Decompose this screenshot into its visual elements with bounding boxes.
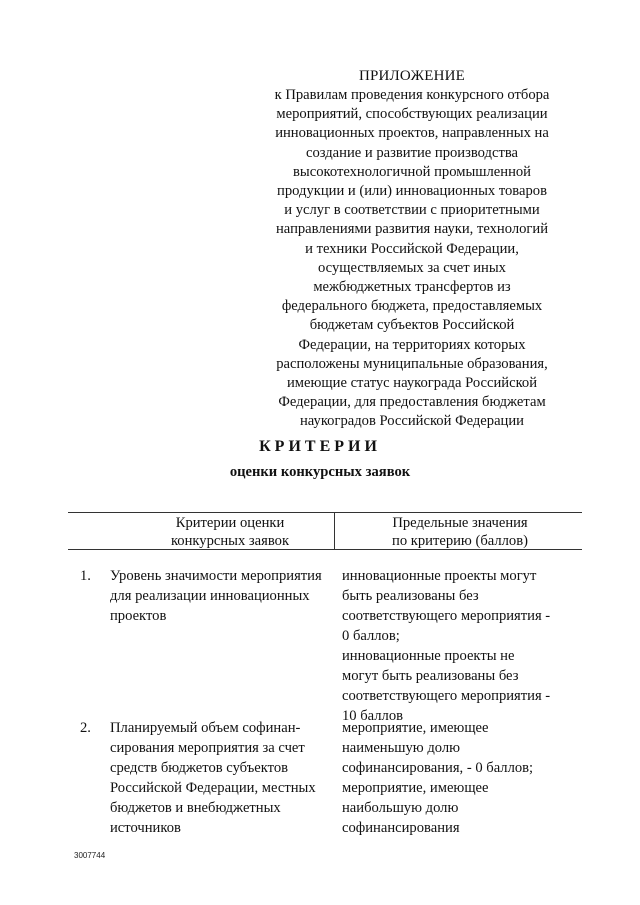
value-line: софинансирования <box>342 820 460 836</box>
document-title: КРИТЕРИИ <box>259 438 381 455</box>
value-line: инновационные проекты могут <box>342 568 537 584</box>
appendix-line: продукции и (или) инновационных товаров <box>277 183 547 200</box>
header-line: Критерии оценки <box>175 515 285 531</box>
row-criterion <box>110 566 335 626</box>
row-criterion <box>110 718 335 838</box>
value-line: могут быть реализованы без <box>342 668 519 684</box>
column-header-criteria <box>150 515 310 550</box>
appendix-line: создание и развитие производства <box>305 144 519 161</box>
value-line: наибольшую долю <box>342 800 459 816</box>
appendix-line: мероприятий, способствующих реализации <box>276 106 548 123</box>
appendix-line: наукоградов Российской Федерации <box>299 413 524 430</box>
appendix-line: осуществляемых за счет иных <box>318 259 506 276</box>
header-line: по критерию (баллов) <box>392 532 528 549</box>
appendix-line: расположены муниципальные образования, <box>276 355 548 372</box>
value-line: соответствующего мероприятия - <box>342 608 551 624</box>
value-line: 10 баллов <box>342 708 404 724</box>
value-line: 0 баллов; <box>342 628 400 644</box>
table-top-rule <box>68 512 582 513</box>
criterion-line: для реализации инновационных <box>110 588 310 604</box>
criterion-line: бюджетов и внебюджетных <box>110 800 281 816</box>
document-subtitle: оценки конкурсных заявок <box>229 464 411 480</box>
criterion-line: источников <box>110 820 181 836</box>
criterion-line: Российской Федерации, местных <box>110 780 316 796</box>
appendix-line: Федерации, на территориях которых <box>298 336 526 353</box>
row-number: 2. <box>80 720 91 736</box>
appendix-line: межбюджетных трансфертов из <box>313 279 511 296</box>
row-number: 1. <box>80 568 91 584</box>
appendix-line: инновационных проектов, направленных на <box>275 125 549 142</box>
value-line: соответствующего мероприятия - <box>342 688 551 704</box>
appendix-line: и услуг в соответствии с приоритетными <box>284 202 540 219</box>
criterion-line: Уровень значимости мероприятия <box>110 568 322 584</box>
appendix-line: имеющие статус наукограда Российской <box>286 375 538 392</box>
row-value <box>342 718 582 838</box>
appendix-title: ПРИЛОЖЕНИЕ <box>358 68 466 84</box>
header-column-divider <box>334 512 335 550</box>
row-value <box>342 566 582 726</box>
appendix-line: бюджетам субъектов Российской <box>309 317 515 334</box>
value-line: софинансирования, - 0 баллов; <box>342 760 534 776</box>
appendix-line: направлениями развития науки, технологий <box>275 221 549 238</box>
appendix-line: к Правилам проведения конкурсного отбора <box>274 87 550 103</box>
value-line: быть реализованы без <box>342 588 479 604</box>
document-code: 3007744 <box>74 851 106 860</box>
header-line: конкурсных заявок <box>170 532 290 549</box>
criterion-line: средств бюджетов субъектов <box>110 760 289 776</box>
value-line: мероприятие, имеющее <box>342 720 489 736</box>
criterion-line: проектов <box>110 608 167 624</box>
appendix-line: и техники Российской Федерации, <box>305 240 519 257</box>
header-line: Предельные значения <box>392 515 528 531</box>
criterion-line: Планируемый объем софинан- <box>110 720 301 736</box>
value-line: наименьшую долю <box>342 740 461 756</box>
appendix-line: федерального бюджета, предоставляемых <box>281 298 543 315</box>
appendix-line: высокотехнологичной промышленной <box>293 163 531 180</box>
criterion-line: сирования мероприятия за счет <box>110 740 305 756</box>
value-line: мероприятие, имеющее <box>342 780 489 796</box>
appendix-text <box>262 86 562 432</box>
column-header-max-values <box>350 515 570 550</box>
value-line: инновационные проекты не <box>342 648 515 664</box>
appendix-line: Федерации, для предоставления бюджетам <box>278 394 546 411</box>
